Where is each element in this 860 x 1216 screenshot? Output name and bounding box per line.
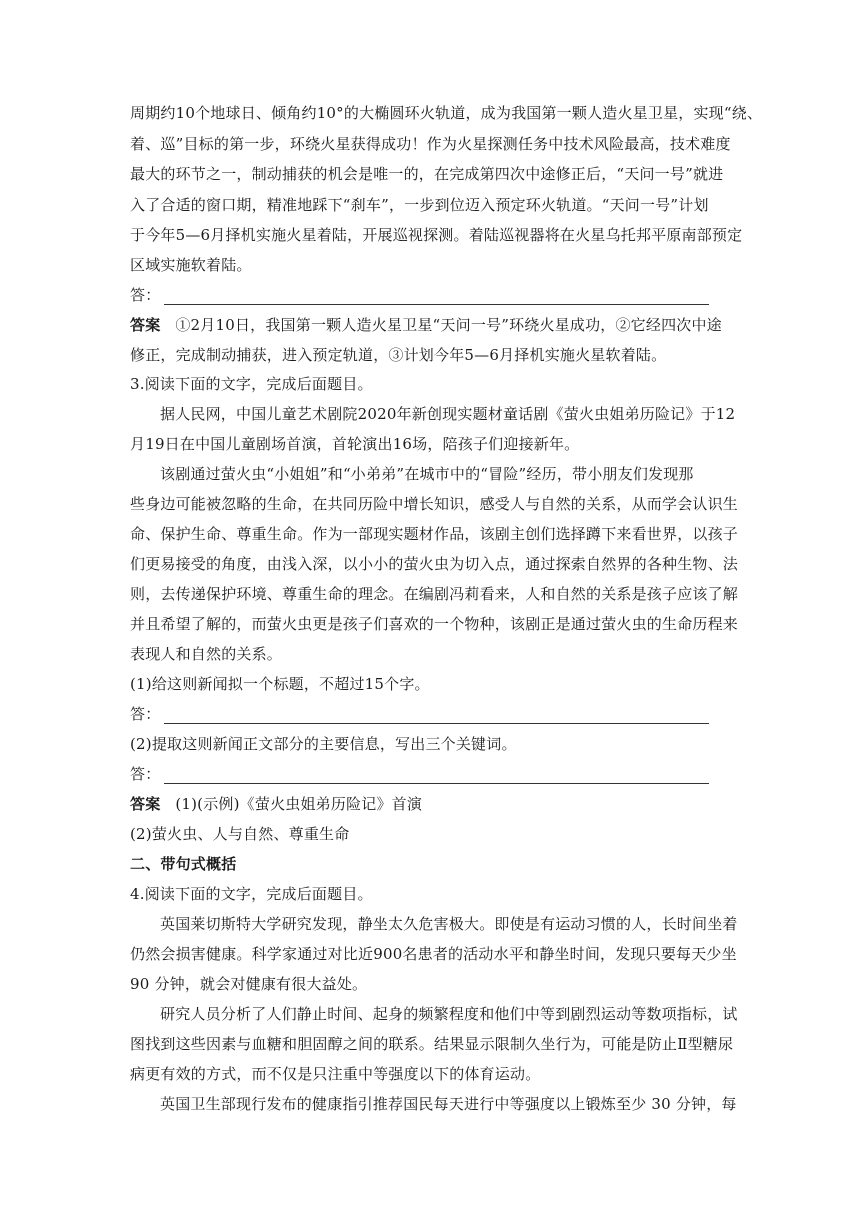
answer-label: 答案 [130,316,161,334]
passage-line: 区域实施软着陆。 [130,256,252,274]
passage-line: 表现人和自然的关系。 [130,645,283,663]
section-heading: 二、带句式概括 [130,855,237,873]
passage-line: 仍然会损害健康。科学家通过对比近900名患者的活动水平和静坐时间，发现只要每天少坐 [130,945,737,963]
q3-answer-row [130,794,422,814]
q4-title: 4.阅读下面的文字，完成后面题目。 [130,885,373,903]
passage-line: 命、保护生命、尊重生命。作为一部现实题材作品，该剧主创们选择蹲下来看世界，以孩子 [130,525,739,543]
passage-line: 90 分钟，就会对健康有很大益处。 [130,975,368,993]
q2-answer-text: ①2月10日，我国第一颗人造火星卫星“天问一号”环绕火星成功，②它经四次中途 [175,316,722,334]
passage-line: 着、巡”目标的第一步，环绕火星获得成功！作为火星探测任务中技术风险最高，技术难度 [130,135,731,153]
passage-line: 些身边可能被忽略的生命，在共同历险中增长知识，感受人与自然的关系，从而学会认识生 [130,495,739,513]
answer-prompt: 答： [130,705,161,723]
answer-prompt: 答： [130,765,161,783]
q2-answer-row [130,315,722,335]
q3-title: 3.阅读下面的文字，完成后面题目。 [130,375,373,393]
passage-line: 最大的环节之一，制动捕获的机会是唯一的，在完成第四次中途修正后，“天问一号”就进 [130,165,724,183]
q2-answer-text-cont: 修正，完成制动捕获，进入预定轨道，③计划今年5—6月择机实施火星软着陆。 [130,346,667,364]
passage-line: 英国卫生部现行发布的健康指引推荐国民每天进行中等强度以上锻炼至少 30 分钟，每 [160,1095,737,1113]
answer-blank-row [130,704,709,724]
passage-line: 据人民网，中国儿童艺术剧院2020年新创现实题材童话剧《萤火虫姐弟历险记》于12 [160,405,736,423]
passage-line: 并且希望了解的，而萤火虫更是孩子们喜欢的一个物种，该剧正是通过萤火虫的生命历程来 [130,615,739,633]
answer-blank-row [130,285,709,305]
q3-sub1: (1)给这则新闻拟一个标题，不超过15个字。 [130,675,430,693]
answer-blank[interactable] [164,769,709,784]
passage-line: 英国莱切斯特大学研究发现，静坐太久危害极大。即使是有运动习惯的人，长时间坐着 [160,915,738,933]
answer-blank[interactable] [164,709,709,724]
q3-answer-text: (1)(示例)《萤火虫姐弟历险记》首演 [175,795,423,813]
passage-line: 们更易接受的角度，由浅入深，以小小的萤火虫为切入点，通过探索自然界的各种生物、法 [130,555,739,573]
answer-blank-row [130,764,709,784]
passage-line: 则，去传递保护环境、尊重生命的理念。在编剧冯莉看来，人和自然的关系是孩子应该了解 [130,585,739,603]
passage-line: 图找到这些因素与血糖和胆固醇之间的联系。结果显示限制久坐行为，可能是防止Ⅱ型糖尿 [130,1035,734,1053]
passage-line: 月19日在中国儿童剧场首演，首轮演出16场，陪孩子们迎接新年。 [130,435,580,453]
passage-line: 周期约10个地球日、倾角约10°的大椭圆环火轨道，成为我国第一颗人造火星卫星，实现“绕、 [130,104,763,122]
answer-label: 答案 [130,795,161,813]
passage-line: 病更有效的方式，而不仅是只注重中等强度以下的体育运动。 [130,1065,541,1083]
passage-line: 该剧通过萤火虫“小姐姐”和“小弟弟”在城市中的“冒险”经历，带小朋友们发现那 [160,465,694,483]
q3-answer-text-cont: (2)萤火虫、人与自然、尊重生命 [130,825,350,843]
passage-line: 于今年5—6月择机实施火星着陆，开展巡视探测。着陆巡视器将在火星乌托邦平原南部预定 [130,226,743,244]
passage-line: 入了合适的窗口期，精准地踩下“刹车”，一步到位迈入预定环火轨道。“天问一号”计划 [130,196,709,214]
answer-blank[interactable] [164,290,709,305]
passage-line: 研究人员分析了人们静止时间、起身的频繁程度和他们中等到剧烈运动等数项指标，试 [160,1005,738,1023]
q3-sub2: (2)提取这则新闻正文部分的主要信息，写出三个关键词。 [130,735,517,753]
answer-prompt: 答： [130,286,161,304]
